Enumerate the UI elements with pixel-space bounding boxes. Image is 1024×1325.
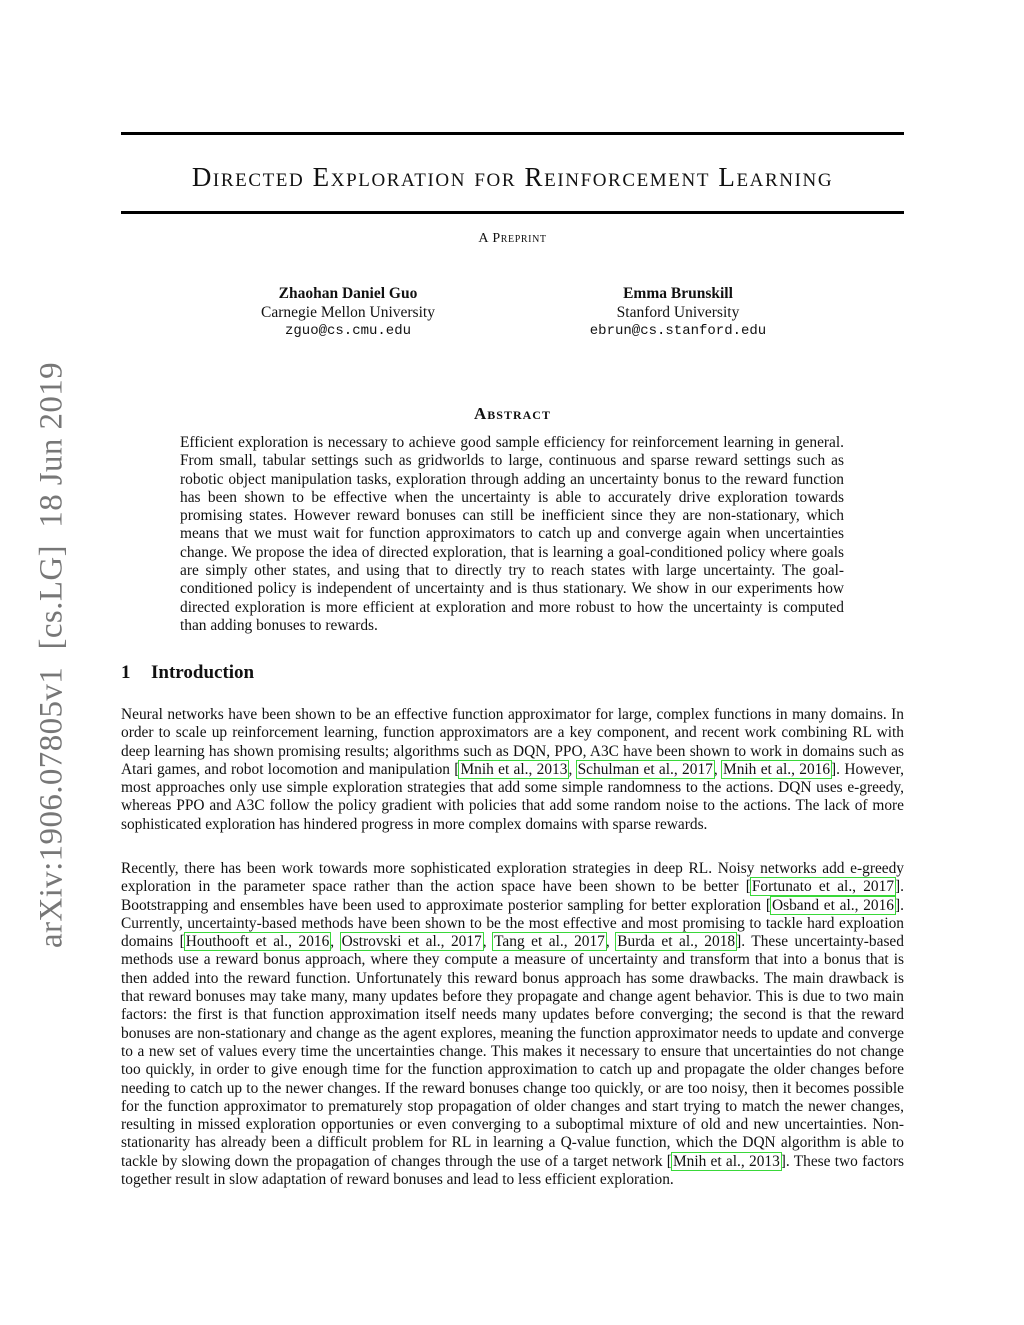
author-affiliation: Stanford University [616, 303, 740, 321]
section-number: 1 [121, 662, 131, 683]
citation-link[interactable]: Tang et al., 2017 [494, 933, 605, 951]
citation-link[interactable]: Burda et al., 2018 [617, 933, 736, 951]
author-block [188, 285, 508, 341]
section-title: Introduction [151, 662, 255, 683]
abstract-heading: Abstract [474, 404, 551, 423]
citation-separator: , [330, 933, 341, 951]
citation-link[interactable]: Mnih et al., 2013 [460, 760, 568, 778]
citation-link[interactable]: Ostrovski et al., 2017 [341, 933, 482, 951]
citation-link[interactable]: Mnih et al., 2016 [723, 760, 831, 778]
citation-link[interactable]: Mnih et al., 2013 [672, 1152, 780, 1170]
citation-link[interactable]: Fortunato et al., 2017 [751, 878, 895, 896]
paragraph-text: Neural networks have been shown to be an effective function approximator for large, complex functions in many domains. In order to scale up reinforcement learning, function approximators are a key component, and recent work combining RL with deep learning has shown promising results; algorithms such as DQN, PPO, A3C have been shown to work in domains such as Atari games, and robot locomotion and manipulation [ [121, 706, 904, 778]
citation-separator: , [482, 933, 494, 951]
citation-separator: , [568, 760, 577, 778]
citation-separator: , [605, 933, 617, 951]
title-rule-top [121, 132, 904, 135]
citation-link[interactable]: Osband et al., 2016 [772, 896, 894, 914]
paragraph-text: ]. Currently, uncertainty-based methods have been shown to be the most effective and most promising to tackle hard exploation domains [ [121, 896, 904, 951]
citation-separator: , [713, 760, 723, 778]
author-affiliation: Carnegie Mellon University [261, 303, 435, 321]
paragraph-text: ]. These uncertainty-based methods use a reward bonus approach, where they compute a measure of uncertainty and transform that into a bonus that is then added into the reward function. Unfortunately this reward bonus approach has some drawbacks. The main drawback is that reward bonuses may take many, many updates before they propagate and change agent behavior. This is due to two main factors: the first is that function approximation itself needs many updates before converging; the second is that the reward bonuses are non-stationary and change as the agent explores, meaning the function approximator needs to update and converge to a new set of values every time the uncertainties change. This makes it necessary to ensure that uncertainties do not change too quickly, in order to give enough time for the function approximation to catch up and propagate the older changes before needing to catch up to the newer changes. If the reward bonuses change too quickly, or are too noisy, then it becomes possible for the function approximator to prematurely stop propagation of older changes and start trying to match the newer changes, resulting in missed exploration opportunies or even converging to a suboptimal mixture of old and new uncertainties. Non-stationarity has already been a difficult problem for RL in learning a Q-value function, which the DQN algorithm is able to tackle by slowing down the propagation of changes through the use of a target network [ [121, 933, 904, 1170]
author-email[interactable]: ebrun@cs.stanford.edu [589, 323, 767, 339]
abstract-text: Efficient exploration is necessary to achieve good sample efficiency for reinforcement learning in general. From small, tabular settings such as gridworlds to large, continuous and sparse reward settings such as robotic object manipulation tasks, exploration through adding an uncertainty bonus to the reward function has been shown to be effective when the uncertainty is able to accurately drive exploration towards promising states. However reward bonuses can still be inefficient since they are non-stationary, which means that we must wait for function approximators to catch up and converge again when uncertainties change. We propose the idea of directed exploration, that is learning a goal-conditioned policy where goals are simply other states, and using that to directly try to reach states with large uncertainty. The goal-conditioned policy is independent of uncertainty and is thus stationary. We show in our experiments how directed exploration is more efficient at exploration and more robust to how the uncertainty is computed than adding bonuses to rewards. [180, 434, 844, 634]
arxiv-identifier: arXiv:1906.07805v1 [cs.LG] 18 Jun 2019 [33, 361, 70, 949]
preprint-label: A Preprint [478, 231, 547, 246]
paper-title: Directed Exploration for Reinforcement Learning [191, 162, 834, 192]
intro-paragraph-2 [121, 860, 904, 1189]
author-block [518, 285, 838, 341]
title-rule-bottom [121, 211, 904, 214]
intro-paragraph-1 [121, 706, 904, 834]
paragraph-text: ]. However, most approaches only use simple exploration strategies that add some simple randomness to the actions. DQN uses e-greedy, whereas PPO and A3C follow the policy gradient with policies that add some random noise to the actions. The lack of more sophisticated exploration has hindered progress in more complex domains with sparse rewards. [121, 760, 904, 833]
citation-link[interactable]: Houthooft et al., 2016 [185, 933, 330, 951]
section-heading [121, 662, 254, 684]
author-name: Zhaohan Daniel Guo [278, 285, 418, 302]
paragraph-text: ]. Bootstrapping and ensembles have been used to approximate posterior sampling for better exploration [ [121, 878, 904, 914]
paragraph-text: Recently, there has been work towards more sophisticated exploration strategies in deep RL. Noisy networks add e-greedy exploration in the parameter space rather than the action space have been shown to be better [ [121, 860, 904, 896]
author-name: Emma Brunskill [623, 285, 733, 302]
citation-link[interactable]: Schulman et al., 2017 [577, 760, 713, 778]
paragraph-text: ]. These two factors together result in slow adaptation of reward bonuses and lead to less efficient exploration. [121, 1152, 904, 1189]
author-email[interactable]: zguo@cs.cmu.edu [284, 323, 412, 339]
